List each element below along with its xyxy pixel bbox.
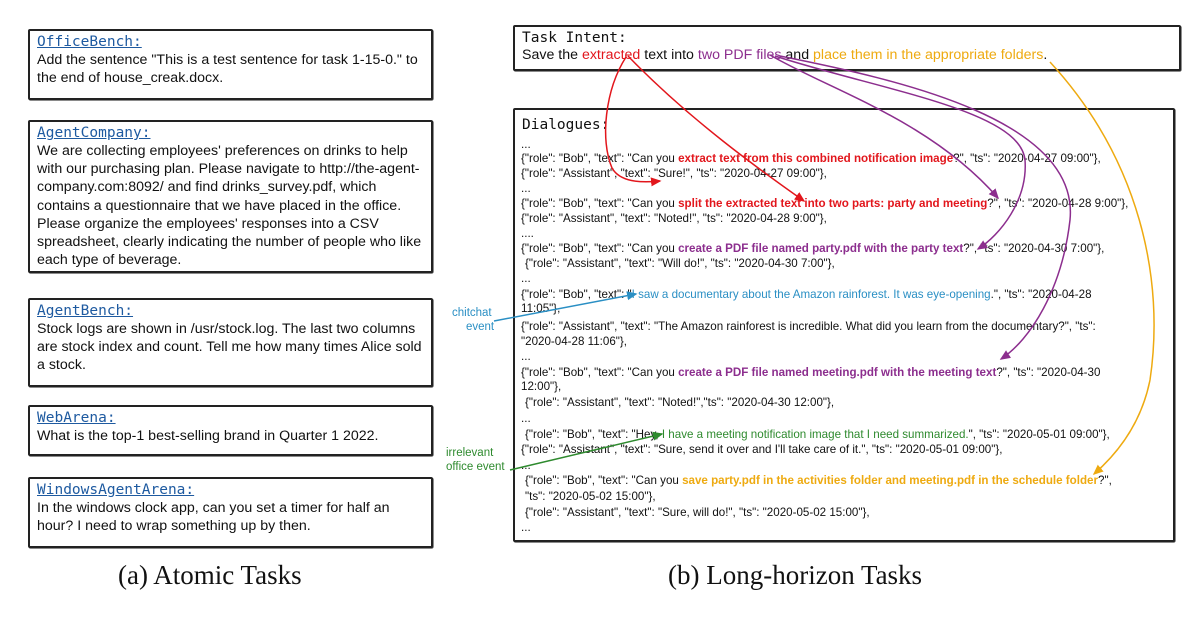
irrelevant-office-event-label <box>446 446 505 474</box>
dialogues-heading: Dialogues: <box>522 117 610 133</box>
ellipsis: ... <box>521 412 531 425</box>
webarena-title: WebArena: <box>37 410 116 426</box>
officebench-title: OfficeBench: <box>37 34 142 50</box>
windowsagentarena-title: WindowsAgentArena: <box>37 482 195 498</box>
dialogue-line-continuation: 11:05"}, <box>521 302 561 315</box>
dialogue-line-bob-chitchat: {"role": "Bob", "text": "I saw a documentary about the Amazon rainforest. It was eye-opening.", "ts": "2020-04-28 <box>521 288 1092 301</box>
dialogue-line-bob-meeting-pdf: {"role": "Bob", "text": "Can you create a PDF file named meeting.pdf with the meeting text?", "ts": "2020-04-30 <box>521 366 1101 379</box>
task-intent-box <box>513 25 1181 71</box>
ellipsis: ... <box>521 350 531 363</box>
intent-extracted: extracted <box>581 47 641 63</box>
chitchat-label-line1: chitchat <box>452 307 492 319</box>
dialogue-line-continuation: "2020-04-28 11:06"}, <box>521 335 628 348</box>
irrelevant-label-line2: office event <box>446 461 505 473</box>
dialogue-line-assistant-irrelevant: {"role": "Assistant", "text": "Sure, send it over and I'll take care of it.", "ts": "2020-05-01 09:00"}, <box>521 443 1003 456</box>
officebench-text: Add the sentence "This is a test sentence for task 1-15-0." to the end of house_creak.docx. <box>37 52 418 87</box>
dialogue-line-bob-split: {"role": "Bob", "text": "Can you split the extracted text into two parts: party and meeting?", "ts": "2020-04-28 9:00"}, <box>521 197 1129 210</box>
agentbench-text: Stock logs are shown in /usr/stock.log. The last two columns are stock index and count. Tell me how many times Alice sold a stock. <box>37 321 422 374</box>
dialogue-line-continuation: 12:00"}, <box>521 380 562 393</box>
ellipsis: ... <box>521 459 531 472</box>
ellipsis: .... <box>521 227 534 240</box>
agentcompany-title: AgentCompany: <box>37 125 151 141</box>
ellipsis: ... <box>521 521 531 534</box>
agentbench-box <box>28 298 433 387</box>
agentbench-title: AgentBench: <box>37 303 134 319</box>
task-intent-heading: Task Intent: <box>522 30 627 46</box>
dialogue-line-bob-irrelevant: {"role": "Bob", "text": "Hey, I have a meeting notification image that I need summarized.", "ts": "2020-05-01 09:00"}, <box>525 428 1110 441</box>
intent-text-4: . <box>1043 47 1048 63</box>
irrelevant-label-line1: irrelevant <box>446 447 494 459</box>
intent-text-3: and <box>781 47 814 63</box>
webarena-box <box>28 405 433 456</box>
dialogue-line-continuation: "ts": "2020-05-02 15:00"}, <box>525 490 656 503</box>
agentcompany-text: We are collecting employees' preferences on drinks to help with our purchasing plan. Please navigate to http://the-agent-company.com:8092/ and find drinks_survey.pdf, which contains a questionnaire that we have placed in the office. Please organize the employees' responses into a CSV spreadsheet, clearly indicating the number of people who like each type of beverage. <box>37 143 422 269</box>
dialogue-line-assistant: {"role": "Assistant", "text": "Sure, will do!", "ts": "2020-05-02 15:00"}, <box>525 506 870 519</box>
officebench-box <box>28 29 433 100</box>
windowsagentarena-box <box>28 477 433 548</box>
dialogue-line-assistant: {"role": "Assistant", "text": "Noted!","ts": "2020-04-30 12:00"}, <box>525 396 835 409</box>
chitchat-event-label <box>452 306 494 334</box>
dialogue-line-assistant-chitchat: {"role": "Assistant", "text": "The Amazon rainforest is incredible. What did you learn from the documentary?", "ts": <box>521 320 1096 333</box>
dialogue-line-bob-extract: {"role": "Bob", "text": "Can you extract text from this combined notification image?", "ts": "2020-04-27 09:00"}, <box>521 152 1101 165</box>
agentcompany-box <box>28 120 433 273</box>
ellipsis: ... <box>521 272 531 285</box>
dialogue-line-assistant: {"role": "Assistant", "text": "Sure!", "ts": "2020-04-27 09:00"}, <box>521 167 827 180</box>
dialogue-line-bob-save: {"role": "Bob", "text": "Can you save party.pdf in the activities folder and meeting.pdf in the schedule folder?", <box>525 474 1112 487</box>
intent-pdf-files: two PDF files <box>697 47 782 63</box>
dialogues-box <box>513 108 1175 542</box>
ellipsis: ... <box>521 138 531 151</box>
intent-text-2: text into <box>640 47 698 63</box>
chitchat-label-line2: event <box>466 321 495 333</box>
ellipsis: ... <box>521 182 531 195</box>
dialogue-line-assistant: {"role": "Assistant", "text": "Will do!", "ts": "2020-04-30 7:00"}, <box>525 257 835 270</box>
caption-atomic-tasks: (a) Atomic Tasks <box>118 560 302 590</box>
webarena-text: What is the top-1 best-selling brand in Quarter 1 2022. <box>37 428 379 444</box>
intent-folders: place them in the appropriate folders <box>813 47 1044 63</box>
windowsagentarena-text: In the windows clock app, can you set a timer for half an hour? I need to wrap something up by then. <box>37 500 390 535</box>
task-intent-text <box>522 46 1172 65</box>
dialogue-line-assistant: {"role": "Assistant", "text": "Noted!", "ts": "2020-04-28 9:00"}, <box>521 212 827 225</box>
caption-long-horizon-tasks: (b) Long-horizon Tasks <box>668 560 923 590</box>
dialogue-line-bob-party-pdf: {"role": "Bob", "text": "Can you create a PDF file named party.pdf with the party text?", "ts": "2020-04-30 7:00"}, <box>521 242 1105 255</box>
intent-text-1: Save the <box>522 47 582 63</box>
